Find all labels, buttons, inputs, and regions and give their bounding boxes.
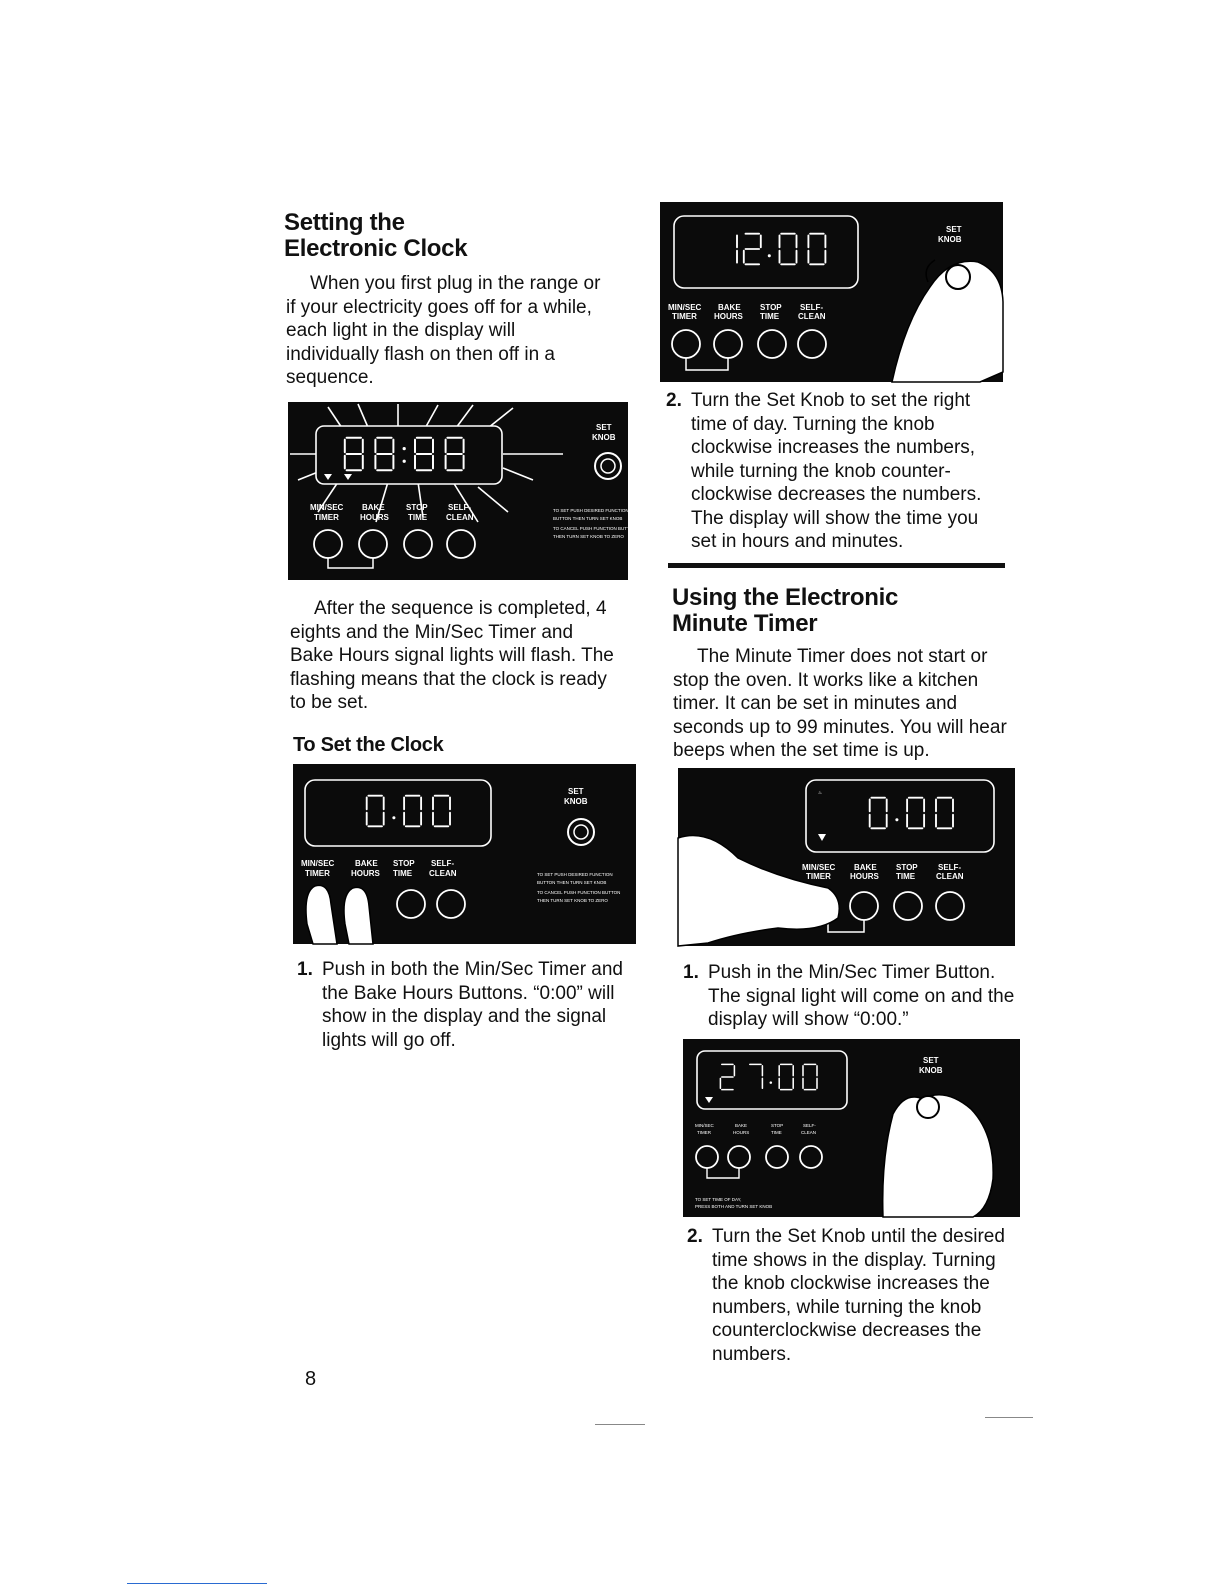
- svg-text:KNOB: KNOB: [564, 797, 588, 806]
- svg-text:THEN TURN SET KNOB TO ZERO: THEN TURN SET KNOB TO ZERO: [553, 534, 624, 539]
- finger-icon: [306, 885, 337, 944]
- svg-text:TIMER: TIMER: [305, 869, 330, 878]
- timer-intro-paragraph: The Minute Timer does not start or stop the oven. It works like a kitchen timer. It can be set in minutes and seconds up to 99 minutes. You will hear beeps when the set time is up.: [673, 646, 1007, 761]
- section-divider: [668, 563, 1005, 568]
- heading-line: Minute Timer: [672, 610, 818, 637]
- label-minsec: MIN/SEC: [310, 503, 344, 512]
- svg-text:MIN/SEC: MIN/SEC: [802, 863, 836, 872]
- clock-step-1: 1. Push in both the Min/Sec Timer and the Bake Hours Buttons. “0:00” will show in the display and the signal lights will go off.: [297, 959, 623, 1051]
- svg-text:STOP: STOP: [896, 863, 918, 872]
- svg-text:MIN/SEC: MIN/SEC: [668, 303, 702, 312]
- svg-text:SET: SET: [923, 1056, 939, 1065]
- svg-text:CLEAN: CLEAN: [798, 312, 826, 321]
- svg-text:SELF-: SELF-: [448, 503, 472, 512]
- svg-text:KNOB: KNOB: [919, 1066, 943, 1075]
- svg-text:PRESS BOTH AND TURN SET KNOB: PRESS BOTH AND TURN SET KNOB: [695, 1204, 773, 1209]
- svg-text:SELF-: SELF-: [803, 1123, 816, 1128]
- svg-text:SET: SET: [596, 423, 612, 432]
- svg-text:HOURS: HOURS: [360, 513, 389, 522]
- svg-text:SELF-: SELF-: [800, 303, 824, 312]
- svg-text:THEN TURN SET KNOB TO ZERO: THEN TURN SET KNOB TO ZERO: [537, 898, 608, 903]
- svg-text:SET: SET: [568, 787, 584, 796]
- after-sequence-paragraph: After the sequence is completed, 4 eights and the Min/Sec Timer and Bake Hours signal lights will flash. The flashing means that the clock is ready to be set.: [290, 598, 614, 713]
- svg-text:TIME: TIME: [393, 869, 413, 878]
- svg-text:STOP: STOP: [393, 859, 415, 868]
- svg-text:CLEAN: CLEAN: [429, 869, 457, 878]
- scan-mark: [985, 1417, 1033, 1418]
- svg-text:SELF-: SELF-: [938, 863, 962, 872]
- svg-text:HOURS: HOURS: [850, 872, 879, 881]
- svg-text:MIN/SEC: MIN/SEC: [301, 859, 335, 868]
- svg-text:TO SET PUSH DESIRED FUNCTION: TO SET PUSH DESIRED FUNCTION: [537, 872, 613, 877]
- svg-text:TIMER: TIMER: [697, 1130, 711, 1135]
- svg-text:TIMER: TIMER: [806, 872, 831, 881]
- svg-text:SELF-: SELF-: [431, 859, 455, 868]
- svg-text:TO SET PUSH DESIRED FUNCTION: TO SET PUSH DESIRED FUNCTION: [553, 508, 629, 513]
- control-panel-zero: [293, 764, 636, 944]
- timer-step-1: 1. Push in the Min/Sec Timer Button. The signal light will come on and the display will show “0:00.”: [683, 962, 1015, 1030]
- control-panel-flashing: [288, 402, 637, 580]
- svg-text:BUTTON THEN TURN SET KNOB: BUTTON THEN TURN SET KNOB: [553, 516, 623, 521]
- svg-text:TIME: TIME: [408, 513, 428, 522]
- heading-line: Electronic Clock: [284, 235, 468, 262]
- timer-step-2: 2. Turn the Set Knob until the desired time shows in the display. Turning the knob clockwise increases the numbers, while turning the knob counterclockwise decreases the numbers.: [687, 1226, 1005, 1365]
- control-panel-twelve: [660, 202, 1003, 382]
- svg-text:HOURS: HOURS: [714, 312, 743, 321]
- svg-text:SET: SET: [946, 225, 962, 234]
- svg-text:KNOB: KNOB: [938, 235, 962, 244]
- subheading-set-clock: To Set the Clock: [293, 734, 444, 756]
- svg-text:CLEAN: CLEAN: [446, 513, 474, 522]
- intro-paragraph: When you first plug in the range or if your electricity goes off for a while, each light in the display will individually flash on then off in a sequence.: [286, 273, 601, 388]
- svg-text:STOP: STOP: [760, 303, 782, 312]
- section-heading-timer: [672, 585, 1012, 637]
- heading-line: Setting the: [284, 209, 405, 236]
- svg-text:BUTTON THEN TURN SET KNOB: BUTTON THEN TURN SET KNOB: [537, 880, 607, 885]
- heading-line: Using the Electronic: [672, 584, 899, 611]
- svg-text:KNOB: KNOB: [592, 433, 616, 442]
- svg-text:TIMER: TIMER: [672, 312, 697, 321]
- svg-text:BAKE: BAKE: [854, 863, 877, 872]
- svg-text:CLEAN: CLEAN: [801, 1130, 817, 1135]
- svg-text:TIME: TIME: [771, 1130, 782, 1135]
- svg-text:TIME: TIME: [760, 312, 780, 321]
- svg-text:MIN/SEC: MIN/SEC: [695, 1123, 714, 1128]
- svg-text:TO CANCEL PUSH FUNCTION BUTTON: TO CANCEL PUSH FUNCTION BUTTON: [553, 526, 637, 531]
- control-panel-timer-set: [683, 1039, 1020, 1217]
- page-number: 8: [305, 1368, 317, 1390]
- bell-icon: ♨: [818, 790, 823, 795]
- svg-text:TO CANCEL PUSH FUNCTION BUTTON: TO CANCEL PUSH FUNCTION BUTTON: [537, 890, 621, 895]
- svg-text:STOP: STOP: [406, 503, 428, 512]
- section-heading-clock: [284, 210, 624, 262]
- svg-text:TIME: TIME: [896, 872, 916, 881]
- clock-step-2: 2. Turn the Set Knob to set the right time of day. Turning the knob clockwise increases the numbers, while turning the knob counter-clockwise decreases the numbers. The display will show the time you set in hours and minutes.: [666, 390, 982, 552]
- svg-text:BAKE: BAKE: [362, 503, 385, 512]
- svg-text:BAKE: BAKE: [735, 1123, 748, 1128]
- scan-mark: [595, 1424, 645, 1425]
- control-panel-timer-press: [678, 768, 1015, 946]
- svg-text:TO SET TIME OF DAY,: TO SET TIME OF DAY,: [695, 1197, 742, 1202]
- svg-text:BAKE: BAKE: [718, 303, 741, 312]
- scan-mark: [127, 1583, 267, 1584]
- svg-text:HOURS: HOURS: [733, 1130, 750, 1135]
- svg-text:TIMER: TIMER: [314, 513, 339, 522]
- svg-text:STOP: STOP: [771, 1123, 784, 1128]
- svg-text:HOURS: HOURS: [351, 869, 380, 878]
- svg-text:BAKE: BAKE: [355, 859, 378, 868]
- svg-text:CLEAN: CLEAN: [936, 872, 964, 881]
- finger-icon: [344, 887, 373, 944]
